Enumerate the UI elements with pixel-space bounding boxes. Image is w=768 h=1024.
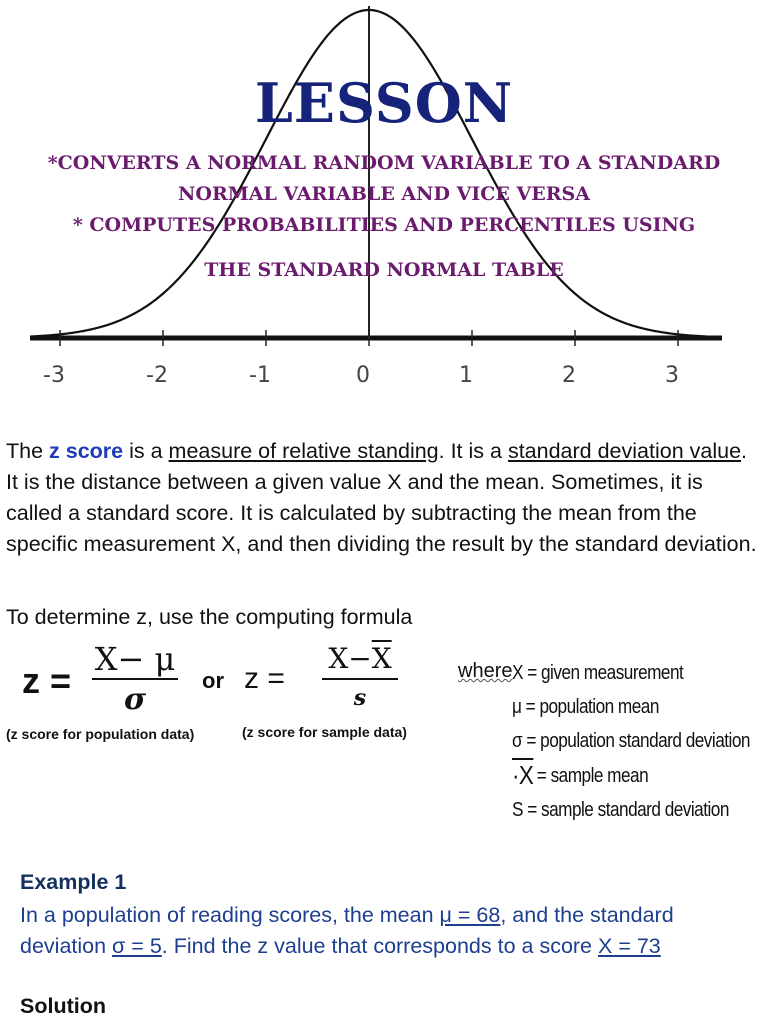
intro-text-1: The bbox=[6, 439, 50, 463]
population-caption: (z score for population data) bbox=[6, 726, 195, 742]
population-z-label: z = bbox=[22, 660, 72, 701]
objective-line-3: * COMPUTES PROBABILITIES AND PERCENTILES USING bbox=[72, 214, 696, 236]
sample-caption: (z score for sample data) bbox=[242, 724, 407, 740]
legend-s: S = sample standard deviation bbox=[512, 799, 729, 821]
tick-label-5: 2 bbox=[562, 363, 576, 388]
variable-legend bbox=[512, 656, 750, 827]
legend-x: X = given measurement bbox=[512, 662, 684, 684]
sample-fraction bbox=[322, 640, 398, 716]
sample-denominator: s bbox=[353, 685, 367, 711]
lesson-title: LESSON bbox=[254, 71, 514, 135]
population-denominator: σ bbox=[123, 682, 147, 717]
sample-numerator-x: X− bbox=[328, 642, 372, 675]
example-text-2: , and the standard deviation bbox=[20, 903, 674, 958]
objective-line-1: *CONVERTS A NORMAL RANDOM VARIABLE TO A STANDARD bbox=[47, 152, 721, 174]
measure-term: measure of relative standing bbox=[168, 439, 439, 463]
objective-line-2: NORMAL VARIABLE AND VICE VERSA bbox=[178, 183, 590, 205]
sample-numerator bbox=[322, 640, 398, 678]
example-text-3: . Find the z value that corresponds to a score bbox=[161, 934, 598, 958]
solution-title: Solution bbox=[20, 994, 106, 1018]
axis-tick-labels bbox=[43, 363, 679, 388]
example-text-1: In a population of reading scores, the mean bbox=[20, 903, 440, 927]
example-title: Example 1 bbox=[20, 870, 127, 894]
tick-label-1: -2 bbox=[146, 363, 168, 388]
intro-text-4: . It is the distance between a given value X and the mean. Sometimes, it is called a standard score. It is calculated by subtracting the mean from the specific measurement X, and then dividing the result by the standard deviation. bbox=[6, 439, 757, 556]
legend-xbar bbox=[512, 758, 750, 793]
population-numerator: X− μ bbox=[94, 640, 176, 678]
tick-label-0: -3 bbox=[43, 363, 65, 388]
z-score-term: z score bbox=[49, 439, 124, 463]
legend-xbar-text: = sample mean bbox=[536, 765, 649, 787]
formula-intro: To determine z, use the computing formula bbox=[6, 605, 413, 629]
standard-deviation-term: standard deviation value bbox=[507, 439, 742, 463]
sample-z-label: z = bbox=[244, 662, 285, 695]
example-body bbox=[20, 900, 760, 962]
population-fraction bbox=[92, 640, 178, 720]
example-sigma: σ = 5 bbox=[112, 934, 162, 958]
xbar-symbol: ·X bbox=[512, 760, 534, 790]
legend-sigma: σ = population standard deviation bbox=[512, 730, 750, 752]
sample-numerator-xbar: $\overline{X}$ bbox=[371, 642, 392, 675]
tick-label-4: 1 bbox=[459, 363, 473, 388]
intro-text-2: is a bbox=[123, 439, 169, 463]
z-score-definition bbox=[6, 436, 762, 560]
tick-label-3: 0 bbox=[356, 363, 370, 388]
objective-line-4: THE STANDARD NORMAL TABLE bbox=[204, 259, 564, 281]
example-mu: μ = 68 bbox=[439, 903, 501, 927]
learning-objectives bbox=[20, 148, 748, 286]
tick-label-6: 3 bbox=[665, 363, 679, 388]
or-label: or bbox=[202, 668, 224, 693]
legend-mu: μ = population mean bbox=[512, 696, 659, 718]
tick-label-2: -1 bbox=[249, 363, 271, 388]
example-x: X = 73 bbox=[598, 934, 661, 958]
intro-text-3: . It is a bbox=[438, 439, 508, 463]
where-label: where bbox=[458, 660, 513, 682]
